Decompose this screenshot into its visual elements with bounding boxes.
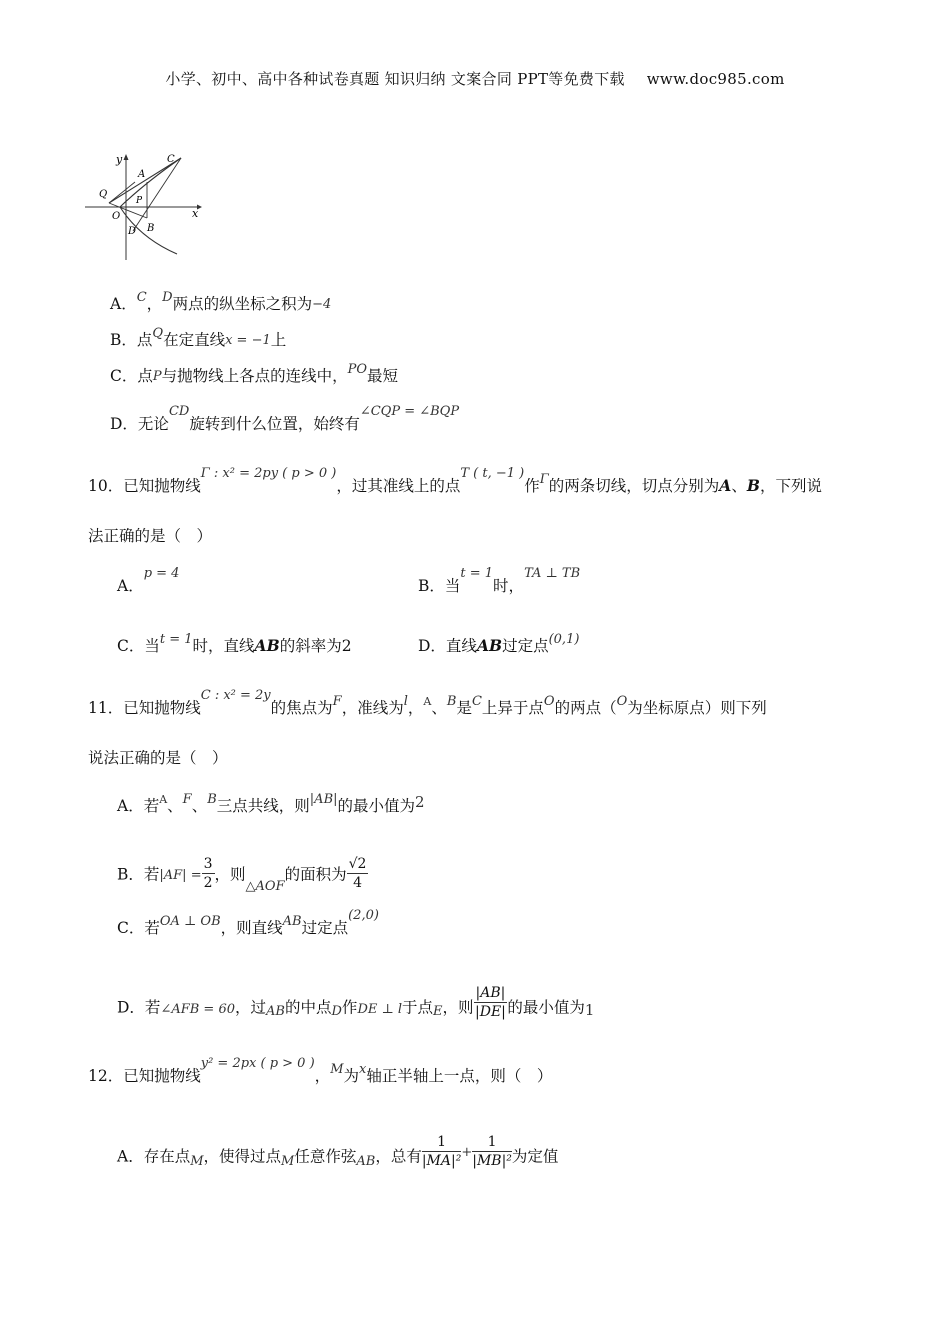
text: 三点共线，则	[216, 797, 310, 815]
fraction-denominator: |DE|	[475, 1004, 506, 1020]
math: B	[746, 476, 760, 495]
text: 的两点（	[554, 699, 617, 717]
math: AB	[254, 636, 280, 655]
text: 、	[731, 477, 747, 495]
text: 的焦点为	[270, 699, 333, 717]
text: 过定点	[502, 637, 549, 655]
text: 轴正半轴上一点，则（ ）	[366, 1067, 553, 1085]
text: 的最小值为	[337, 797, 416, 815]
q11-option-a	[117, 792, 425, 818]
label-o: O	[112, 211, 121, 222]
question-number: 10．已知抛物线	[88, 477, 201, 495]
text: 最短	[367, 367, 399, 385]
text: 作	[341, 998, 358, 1017]
fraction-numerator: 1	[472, 1133, 512, 1152]
text: ，则	[214, 865, 246, 884]
math: x	[359, 1062, 367, 1077]
math: B	[207, 792, 217, 807]
math: A	[719, 476, 732, 495]
math: 1	[584, 1000, 595, 1019]
text: ，则	[442, 998, 474, 1017]
math: TA ⊥ TB	[524, 566, 581, 581]
fraction-1-ma2	[422, 1133, 462, 1170]
text: ，	[314, 1067, 331, 1085]
text: ，总有	[375, 1147, 422, 1166]
fraction-denominator: |MA|²	[421, 1153, 462, 1169]
fraction-1-mb2	[472, 1133, 512, 1170]
math: AB	[356, 1153, 376, 1169]
text: 上异于点	[481, 699, 544, 717]
math: y² = 2px ( p > 0 )	[200, 1056, 315, 1071]
text: 上	[270, 331, 287, 349]
math: M	[330, 1062, 344, 1077]
text: ，	[407, 699, 424, 717]
label-d: D	[128, 226, 137, 237]
math: T ( t, −1 )	[460, 466, 525, 481]
math: O	[616, 694, 628, 709]
text: 、	[191, 797, 208, 815]
math: Γ	[539, 472, 549, 487]
fraction-root2-4	[347, 855, 369, 892]
line-qa	[109, 182, 135, 203]
text: 过定点	[301, 919, 349, 937]
fraction-denominator: 4	[353, 875, 362, 891]
math: C	[136, 290, 147, 305]
math: PO	[347, 362, 368, 377]
math: |AB|	[309, 792, 338, 807]
math: l	[403, 694, 408, 709]
text: ，准线为	[341, 699, 404, 717]
option-label: A．存在点	[117, 1147, 191, 1166]
option-label: C．当	[117, 637, 160, 655]
math: (0,1)	[548, 632, 580, 647]
text: ，过	[235, 998, 267, 1017]
parabola-figure	[85, 148, 205, 263]
option-label: B．点	[110, 331, 153, 349]
fraction-numerator: 3	[203, 856, 213, 872]
math: △AOF	[245, 878, 285, 894]
option-label: C．点	[110, 367, 153, 385]
text: 在定直线	[163, 331, 226, 349]
option-label: C．若	[117, 919, 160, 937]
text: 为	[343, 1067, 360, 1085]
text: 为坐标原点）则下列	[627, 699, 767, 717]
math: t = 1	[460, 566, 494, 581]
math: x = −1	[225, 333, 271, 348]
math: M	[190, 1153, 204, 1169]
q12-stem	[88, 1056, 553, 1088]
text: ，则直线	[220, 919, 283, 937]
math: 2	[415, 793, 425, 811]
q11-option-c	[117, 908, 379, 940]
q9-option-c	[110, 362, 399, 388]
fraction-3-2	[202, 855, 215, 892]
math: t = 1	[159, 632, 193, 647]
text: 的中点	[284, 998, 332, 1017]
label-q: Q	[99, 189, 108, 200]
math: OA ⊥ OB	[159, 914, 221, 929]
q10-option-d	[418, 632, 580, 658]
math: D	[162, 290, 173, 305]
option-label: D．无论	[110, 415, 169, 433]
math: −4	[312, 297, 332, 312]
q11-stem-line2: 说法正确的是（ ）	[88, 749, 228, 767]
math: C	[471, 694, 482, 709]
y-axis-arrow	[124, 154, 129, 160]
fraction-denominator: |MB|²	[472, 1153, 512, 1169]
fraction-denominator: 2	[203, 875, 213, 891]
text: 于点	[402, 998, 434, 1017]
text: 作	[524, 477, 540, 495]
math: Γ : x² = 2py ( p > 0 )	[200, 466, 337, 481]
math: ∠CQP = ∠BQP	[359, 404, 460, 419]
math: CD	[168, 404, 190, 419]
label-b: B	[147, 223, 155, 234]
q11-stem-line1	[88, 688, 767, 720]
label-y: y	[116, 153, 123, 166]
fraction-numerator: √2	[348, 856, 367, 872]
option-label: B．当	[418, 577, 461, 595]
header-text: 小学、初中、高中各种试卷真题 知识归纳 文案合同 PPT等免费下载	[165, 70, 625, 88]
math: C : x² = 2y	[200, 688, 271, 703]
option-label: B．若	[117, 865, 160, 884]
text: ，下列说	[759, 477, 822, 495]
text: 、	[167, 797, 183, 815]
math: D	[331, 1003, 342, 1019]
q11-option-b	[117, 857, 368, 894]
text: ，使得过点	[203, 1147, 282, 1166]
page-header	[0, 68, 950, 89]
text: 两点的纵坐标之积为	[172, 295, 313, 313]
option-label: A．	[110, 295, 137, 313]
text: 的面积为	[284, 865, 347, 884]
label-p: P	[136, 196, 143, 206]
math: M	[281, 1153, 295, 1169]
math: DE ⊥ l	[357, 1001, 402, 1017]
text: ，	[146, 295, 163, 313]
math: O	[543, 694, 555, 709]
text: 旋转到什么位置，始终有	[189, 415, 360, 433]
math: AB	[282, 914, 302, 929]
text: 时，直线	[192, 637, 255, 655]
fraction-ab-de	[474, 984, 508, 1021]
label-c: C	[167, 154, 175, 165]
math: ∠AFB = 60	[160, 1001, 235, 1017]
q12-option-a	[117, 1134, 559, 1176]
math: AB	[266, 1003, 285, 1019]
math: Q	[152, 326, 164, 341]
math: (2,0)	[348, 908, 379, 923]
math: F	[332, 694, 342, 709]
fraction-numerator: 1	[422, 1133, 462, 1152]
label-x: x	[192, 207, 199, 220]
option-label: A．	[117, 577, 144, 595]
text: ，过其准线上的点	[336, 477, 461, 495]
question-number: 12．已知抛物线	[88, 1067, 201, 1085]
header-site: www.doc985.com	[646, 70, 785, 88]
text: 为定值	[511, 1147, 559, 1166]
option-label: A．若	[117, 797, 160, 815]
math: P	[152, 369, 162, 384]
q11-option-d	[117, 985, 595, 1027]
text: 任意作弦	[294, 1147, 357, 1166]
q10-option-a	[117, 566, 180, 598]
text: 的斜率为2	[279, 637, 352, 655]
text: 时，	[493, 577, 525, 595]
math: E	[433, 1003, 443, 1019]
option-label: D．直线	[418, 637, 477, 655]
label-a: A	[138, 169, 146, 180]
math: AB	[476, 636, 503, 655]
text: 的两条切线，切点分别为	[548, 477, 720, 495]
q10-stem-line2: 法正确的是（ ）	[88, 527, 213, 545]
q9-option-a	[110, 290, 332, 316]
text: 、	[431, 699, 447, 717]
math: A	[423, 695, 432, 708]
math: F	[182, 792, 192, 807]
q10-option-c	[117, 632, 352, 658]
math: |AF| =	[159, 867, 202, 883]
math: +	[461, 1144, 473, 1160]
math: A	[159, 793, 168, 806]
text: 是	[456, 699, 472, 717]
text: 与抛物线上各点的连线中，	[161, 367, 348, 385]
text: 的最小值为	[507, 998, 585, 1017]
question-number: 11．已知抛物线	[88, 699, 201, 717]
fraction-numerator: |AB|	[475, 985, 506, 1001]
option-label: D．若	[117, 998, 161, 1017]
math: p = 4	[143, 566, 180, 581]
q9-option-b	[110, 326, 287, 352]
math: B	[446, 694, 457, 709]
